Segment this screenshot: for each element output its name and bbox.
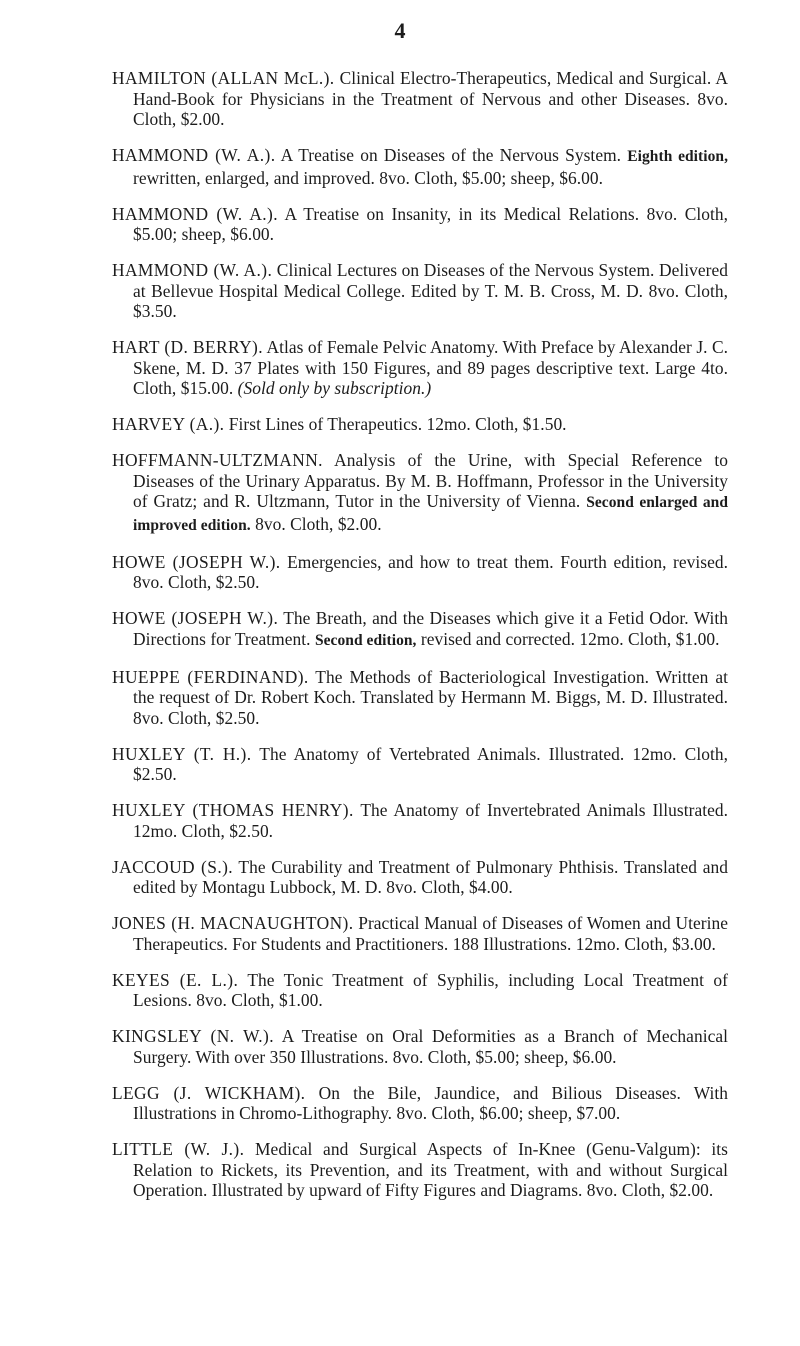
- entry-author: JACCOUD (S.).: [112, 856, 234, 877]
- entry-author: HOFFMANN-ULTZMANN.: [112, 450, 323, 470]
- entry-author: HOWE (JOSEPH W.).: [112, 608, 279, 628]
- entry-description: On the Bile, Jaundice, and Bilious Diseases. With Illustrations in Chromo-Lithography. 8vo. Cloth, $6.00; sheep, $7.00.: [133, 1082, 729, 1123]
- catalog-entry: [112, 1139, 728, 1201]
- entry-edition: Second edition,: [314, 631, 417, 649]
- entry-description: Analysis of the Urine, with Special Reference to Diseases of the Urinary Apparatus. By M. B. Hoffmann, Professor in the University of Gratz; and R. Ultzmann, Tutor in the University of Vienna.: [133, 450, 728, 511]
- catalog-entry: [112, 204, 728, 245]
- entry-author: KINGSLEY (N. W.).: [112, 1026, 274, 1046]
- entry-author: LITTLE (W. J.).: [112, 1139, 245, 1159]
- entry-author: HUEPPE (FERDINAND).: [112, 666, 309, 687]
- entry-description: Emergencies, and how to treat them. Fourth edition, revised. 8vo. Cloth, $2.50.: [133, 551, 728, 592]
- catalog-entry: [112, 145, 728, 188]
- catalog-entry: [112, 68, 728, 130]
- entry-description-continued: revised and corrected. 12mo. Cloth, $1.00.: [416, 628, 720, 649]
- catalog-entry: [112, 552, 728, 593]
- entry-author: HOWE (JOSEPH W.).: [112, 551, 281, 572]
- entry-author: HAMMOND (W. A.).: [112, 145, 276, 165]
- entry-description: Clinical Electro-Therapeutics, Medical and Surgical. A Hand-Book for Physicians in the Treatment of Nervous and other Diseases. 8vo. Cloth, $2.00.: [133, 68, 728, 129]
- entry-description: The Breath, and the Diseases which give it a Fetid Odor. With Directions for Treatment.: [133, 608, 728, 649]
- catalog-entry: [112, 1083, 728, 1124]
- catalog-entry: [112, 414, 728, 435]
- catalog-entry: [112, 857, 728, 898]
- entry-author: LEGG (J. WICKHAM).: [112, 1082, 306, 1103]
- catalog-entry: [112, 913, 728, 954]
- catalog-entry: [112, 970, 728, 1011]
- page-number: 4: [394, 18, 406, 43]
- catalog-entry: [112, 608, 728, 651]
- entry-description: A Treatise on Oral Deformities as a Branch of Mechanical Surgery. With over 350 Illustrations. 8vo. Cloth, $5.00; sheep, $6.00.: [133, 1026, 728, 1067]
- catalog-entry: [112, 450, 728, 536]
- entry-description: Practical Manual of Diseases of Women and Uterine Therapeutics. For Students and Practitioners. 188 Illustrations. 12mo. Cloth, $3.00.: [133, 913, 728, 954]
- entry-description: The Anatomy of Vertebrated Animals. Illustrated. 12mo. Cloth, $2.50.: [133, 743, 728, 784]
- entry-description: Medical and Surgical Aspects of In-Knee (Genu-Valgum): its Relation to Rickets, its Prevention, and its Treatment, with and without Surgical Operation. Illustrated by upward of Fifty Figures and Diagrams. 8vo. Cloth, $2.00.: [133, 1139, 729, 1200]
- entry-author: KEYES (E. L.).: [112, 969, 239, 990]
- entry-author: HAMMOND (W. A.).: [112, 260, 273, 280]
- entry-description: A Treatise on Diseases of the Nervous System.: [275, 145, 628, 165]
- catalog-entry: [112, 800, 728, 841]
- entry-author: HART (D. BERRY).: [112, 337, 263, 357]
- entry-author: JONES (H. MACNAUGHTON).: [112, 913, 354, 933]
- entry-description-continued: rewritten, enlarged, and improved. 8vo. Cloth, $5.00; sheep, $6.00.: [133, 167, 604, 188]
- catalog-entry: [112, 744, 728, 785]
- catalog-entry: [112, 1026, 728, 1067]
- entry-description: The Tonic Treatment of Syphilis, including Local Treatment of Lesions. 8vo. Cloth, $1.00.: [133, 969, 729, 1010]
- entry-author: HAMMOND (W. A.).: [112, 203, 278, 224]
- entry-description: Clinical Lectures on Diseases of the Nervous System. Delivered at Bellevue Hospital Medical College. Edited by T. M. B. Cross, M. D. 8vo. Cloth, $3.50.: [133, 260, 728, 321]
- entry-description: First Lines of Therapeutics. 12mo. Cloth, $1.50.: [224, 414, 567, 434]
- entry-note: (Sold only by subscription.): [237, 378, 432, 398]
- entry-author: HUXLEY (T. H.).: [112, 743, 252, 764]
- catalog-entry: [112, 337, 728, 399]
- catalog-entries: [112, 68, 728, 1201]
- catalog-entry: [112, 260, 728, 322]
- entry-edition: Eighth edition,: [627, 148, 729, 165]
- entry-description-continued: 8vo. Cloth, $2.00.: [250, 513, 382, 534]
- entry-description: Atlas of Female Pelvic Anatomy. With Preface by Alexander J. C. Skene, M. D. 37 Plates with 150 Figures, and 89 pages descriptive text. Large 4to. Cloth, $15.00.: [133, 337, 729, 398]
- entry-author: HUXLEY (THOMAS HENRY).: [112, 800, 354, 820]
- entry-author: HARVEY (A.).: [112, 414, 225, 434]
- entry-author: HAMILTON (ALLAN McL.).: [112, 68, 335, 88]
- entry-description: The Curability and Treatment of Pulmonary Phthisis. Translated and edited by Montagu Lubbock, M. D. 8vo. Cloth, $4.00.: [133, 856, 729, 897]
- catalog-entry: [112, 667, 728, 729]
- entry-description: The Anatomy of Invertebrated Animals Illustrated. 12mo. Cloth, $2.50.: [133, 800, 729, 841]
- entry-description: The Methods of Bacteriological Investigation. Written at the request of Dr. Robert Koch. Translated by Hermann M. Biggs, M. D. Illustrated. 8vo. Cloth, $2.50.: [133, 666, 728, 728]
- entry-edition: Second enlarged and improved edition.: [133, 494, 728, 534]
- entry-description: A Treatise on Insanity, in its Medical Relations. 8vo. Cloth, $5.00; sheep, $6.00.: [133, 203, 728, 244]
